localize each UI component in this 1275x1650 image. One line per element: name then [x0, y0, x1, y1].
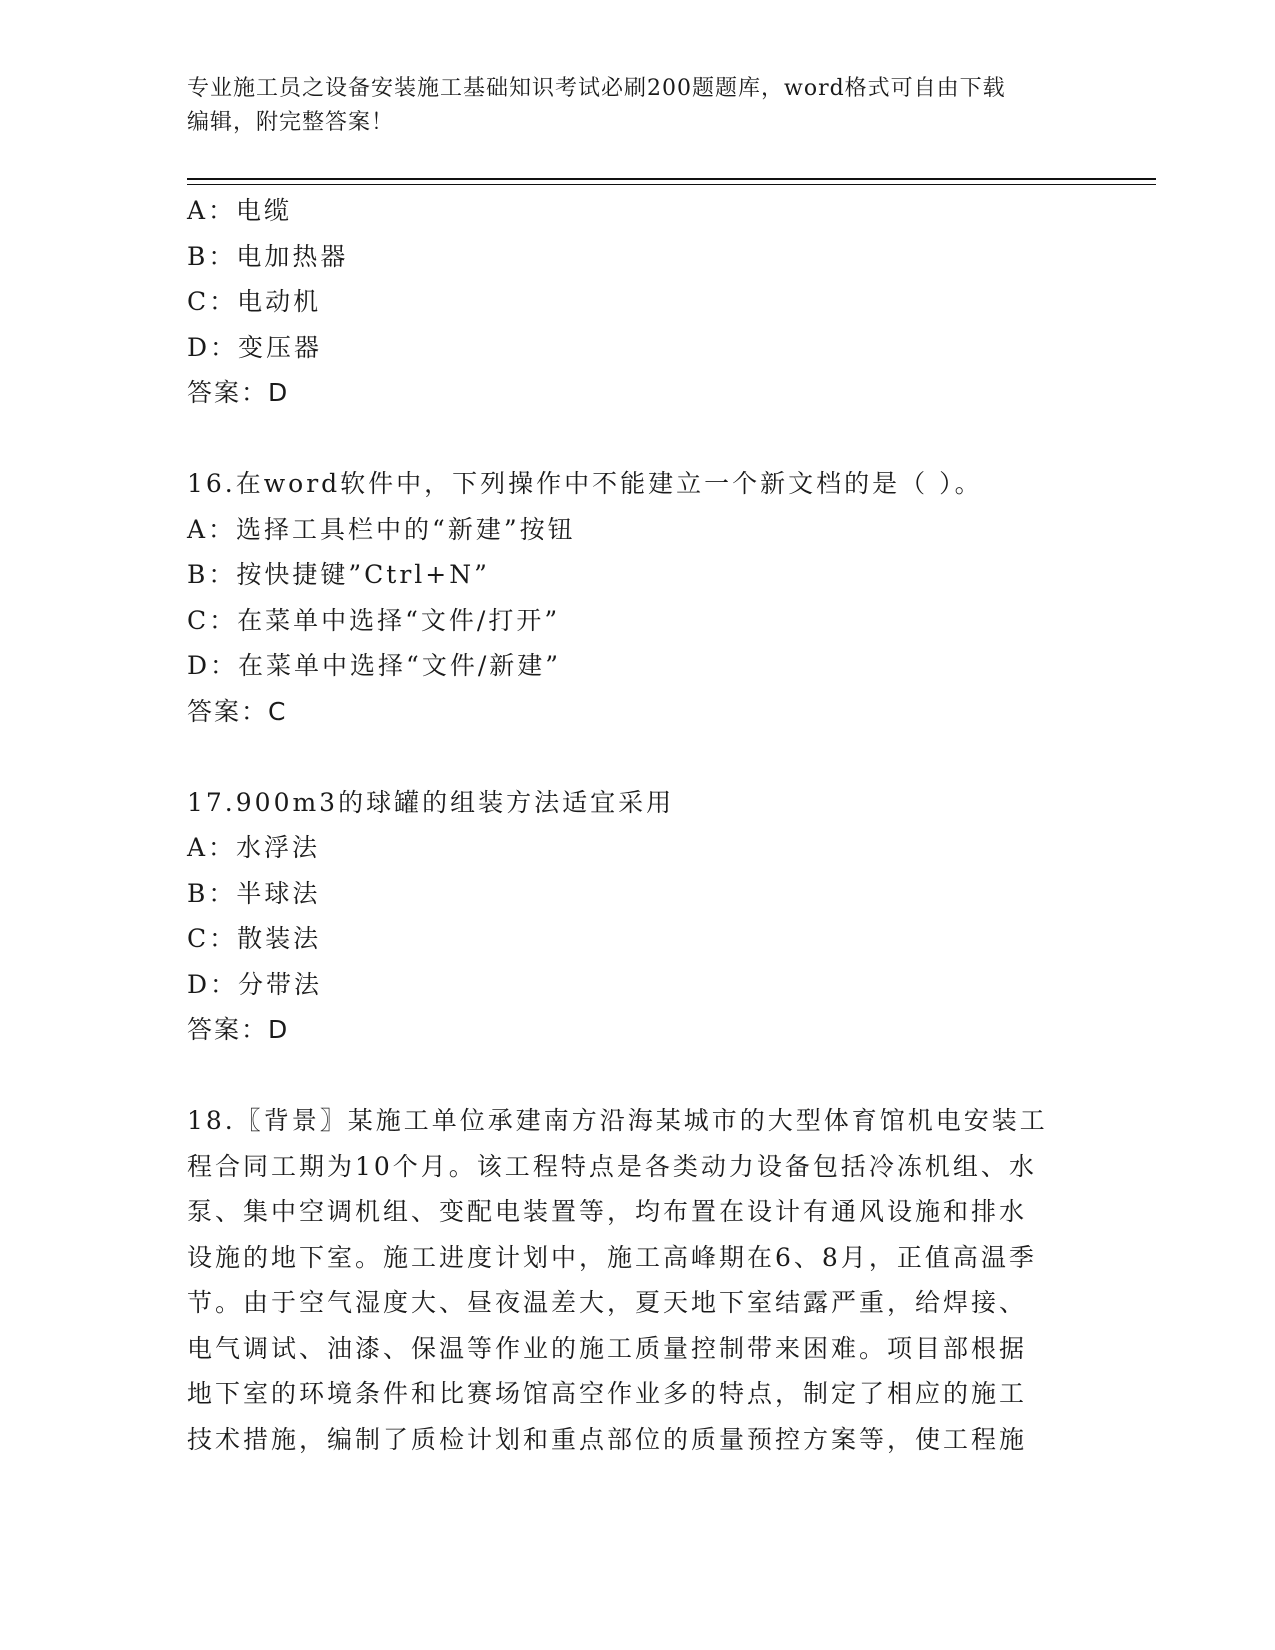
question-text: 16.在word软件中，下列操作中不能建立一个新文档的是（ ）。 — [187, 469, 983, 498]
option-d: D：分带法 — [187, 969, 323, 999]
paragraph-line: 地下室的环境条件和比赛场馆高空作业多的特点，制定了相应的施工 — [187, 1379, 1028, 1408]
question-17-block — [187, 780, 1087, 1053]
header-title-line2: 编辑，附完整答案！ — [187, 110, 395, 135]
option-b: B：按快捷键”Ctrl+N” — [187, 560, 490, 589]
option-c: C：散装法 — [187, 924, 322, 953]
option-a: A：电缆 — [187, 196, 293, 225]
paragraph-line: 技术措施，编制了质检计划和重点部位的质量预控方案等，使工程施 — [187, 1424, 1028, 1454]
document-header — [187, 72, 1087, 140]
option-a: A：水浮法 — [187, 833, 321, 862]
paragraph-line: 泵、集中空调机组、变配电装置等，均布置在设计有通风设施和排水 — [187, 1197, 1028, 1226]
paragraph-line: 18.〖背景〗某施工单位承建南方沿海某城市的大型体育馆机电安装工 — [187, 1106, 1048, 1135]
question-18-block — [187, 1098, 1082, 1462]
spacer — [187, 416, 1087, 462]
paragraph-line: 节。由于空气湿度大、昼夜温差大，夏天地下室结露严重，给焊接、 — [187, 1288, 1028, 1317]
document-content — [187, 188, 1087, 1462]
option-c: C：电动机 — [187, 287, 322, 316]
question-text: 17.900m3的球罐的组装方法适宜采用 — [187, 787, 675, 817]
question-15-block — [187, 188, 1087, 416]
option-c: C：在菜单中选择“文件/打开” — [187, 605, 561, 635]
option-a: A：选择工具栏中的“新建”按钮 — [187, 514, 576, 544]
option-b: B：半球法 — [187, 878, 321, 908]
paragraph-line: 程合同工期为10个月。该工程特点是各类动力设备包括冷冻机组、水 — [187, 1151, 1037, 1181]
option-b: B：电加热器 — [187, 241, 349, 271]
answer: 答案：D — [187, 1015, 290, 1044]
question-16-block — [187, 461, 1087, 734]
answer: 答案：D — [187, 378, 290, 407]
option-d: D：在菜单中选择“文件/新建” — [187, 651, 562, 680]
paragraph-line: 电气调试、油漆、保温等作业的施工质量控制带来困难。项目部根据 — [187, 1333, 1028, 1363]
header-rule-thick — [187, 178, 1156, 180]
option-d: D：变压器 — [187, 332, 323, 362]
paragraph-line: 设施的地下室。施工进度计划中，施工高峰期在6、8月，正值高温季 — [187, 1242, 1037, 1272]
header-title-line1: 专业施工员之设备安装施工基础知识考试必刷200题题库，word格式可自由下载 — [187, 76, 1006, 101]
spacer — [187, 734, 1087, 780]
answer: 答案：C — [187, 696, 288, 726]
header-rule-thin — [187, 184, 1156, 185]
spacer — [187, 1053, 1087, 1099]
